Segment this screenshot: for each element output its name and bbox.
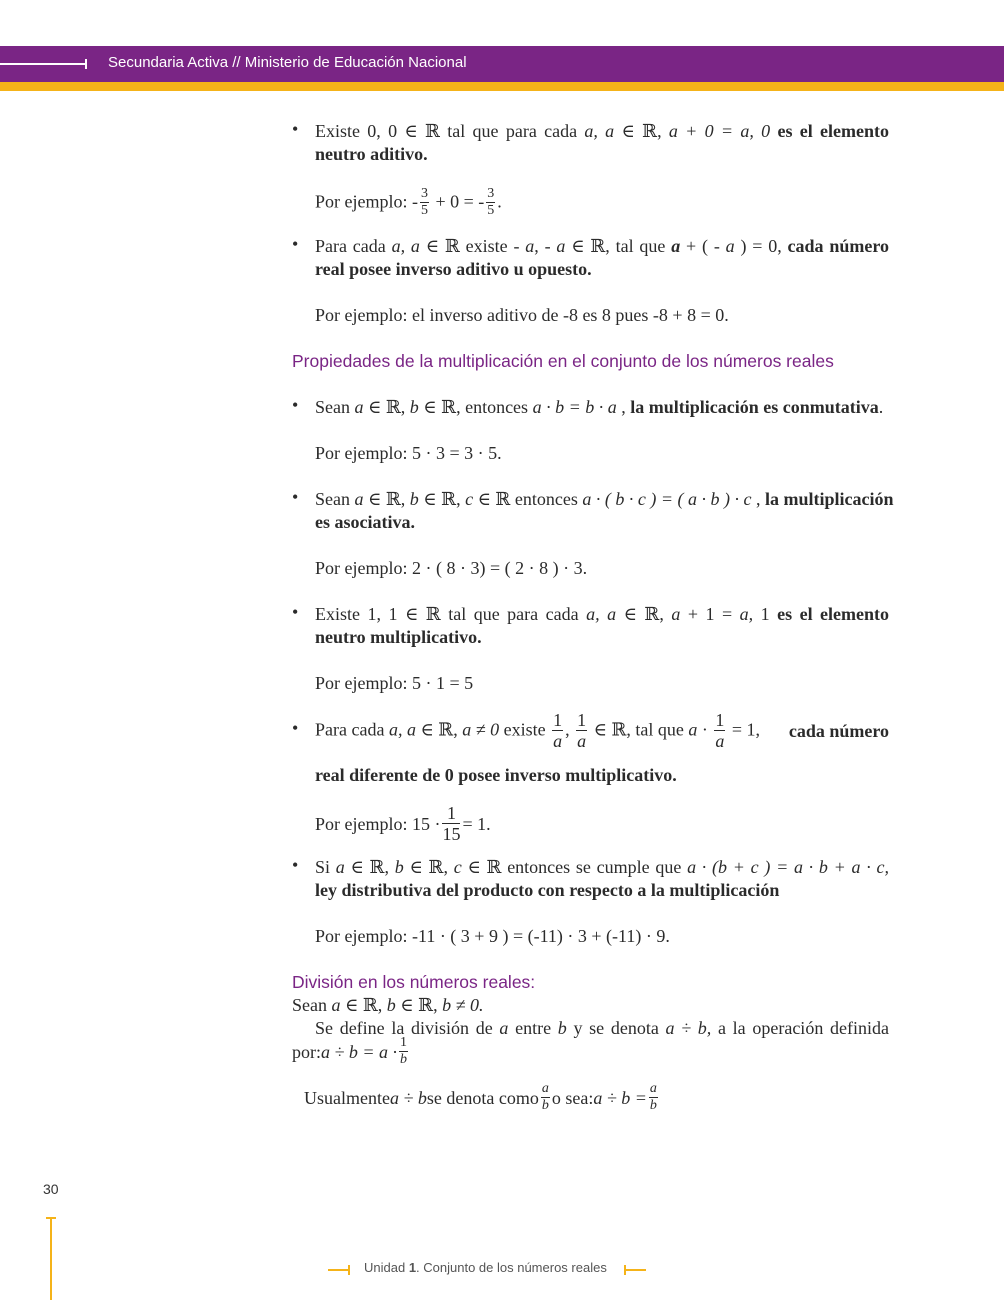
footer-tick-left xyxy=(348,1265,350,1275)
footer-rule-left xyxy=(328,1269,350,1271)
neutro-mult-line1: Existe 1, 1 ∈ ℝ tal que para cada a, a ∈ ℝ, a + 1 = a, 1 es el elemento xyxy=(315,604,890,624)
bullet-icon: • xyxy=(292,718,299,738)
footer-unit-title: Unidad 1. Conjunto de los números reales xyxy=(364,1260,607,1275)
bullet-icon: • xyxy=(292,119,299,139)
distributiva-example: Por ejemplo: -11 · ( 3 + 9 ) = (-11) · 3 + (-11) · 9. xyxy=(315,926,670,946)
bullet-icon: • xyxy=(292,602,299,622)
header-band xyxy=(0,46,1004,82)
neutro-mult-example: Por ejemplo: 5 · 1 = 5 xyxy=(315,673,474,693)
bullet-icon: • xyxy=(292,395,299,415)
neutro-mult-line2: neutro multiplicativo. xyxy=(315,627,482,647)
division-line3: por: a ÷ b = a · $\frac{1}{b}$ xyxy=(292,1035,408,1067)
heading-multiplicacion: Propiedades de la multiplicación en el conjunto de los números reales xyxy=(292,351,834,371)
footer-rule-right xyxy=(624,1269,646,1271)
conmutativa-line: Sean a ∈ ℝ, b ∈ ℝ, entonces a · b = b · a , la multiplicación es conmutativa. xyxy=(315,397,884,417)
neutro-aditivo-line1: Existe 0, 0 ∈ ℝ tal que para cada a, a ∈ ℝ, a + 0 = a, 0 es el elemento xyxy=(315,121,890,141)
inverso-mult-line2: real diferente de 0 posee inverso multiplicativo. xyxy=(315,765,677,785)
neutro-aditivo-example: Por ejemplo: - $\frac{3}{5}$ + 0 = - $\frac{3}{5}$ . xyxy=(315,186,502,218)
conmutativa-example: Por ejemplo: 5 · 3 = 3 · 5. xyxy=(315,443,502,463)
distributiva-line2: ley distributiva del producto con respecto a la multiplicación xyxy=(315,880,780,900)
inverso-mult-example: Por ejemplo: 15 · $\frac{1}{15}$ = 1. xyxy=(315,803,491,844)
inverso-aditivo-line1: Para cada a, a ∈ ℝ existe - a, - a ∈ ℝ, tal que a + ( - a ) = 0, cada número xyxy=(315,236,890,256)
header-rule-tick xyxy=(85,59,87,69)
bullet-icon: • xyxy=(292,234,299,254)
page-number: 30 xyxy=(43,1181,59,1197)
bullet-icon: • xyxy=(292,855,299,875)
division-line2: Se define la división de a entre b y se denota a ÷ b, a la operación definida xyxy=(315,1018,889,1038)
division-line1: Sean a ∈ ℝ, b ∈ ℝ, b ≠ 0. xyxy=(292,995,484,1015)
heading-division: División en los números reales: xyxy=(292,972,536,992)
asociativa-example: Por ejemplo: 2 · ( 8 · 3) = ( 2 · 8 ) · 3. xyxy=(315,558,588,578)
distributiva-line1: Si a ∈ ℝ, b ∈ ℝ, c ∈ ℝ entonces se cumple que a · (b + c ) = a · b + a · c, xyxy=(315,857,889,877)
inverso-aditivo-line2: real posee inverso aditivo u opuesto. xyxy=(315,259,592,279)
header-title: Secundaria Activa // Ministerio de Educación Nacional xyxy=(108,54,467,71)
margin-rule xyxy=(50,1217,52,1300)
header-accent-stripe xyxy=(0,82,1004,91)
header-rule xyxy=(0,63,86,65)
bullet-icon: • xyxy=(292,487,299,507)
asociativa-line2: es asociativa. xyxy=(315,512,415,532)
asociativa-line1: Sean a ∈ ℝ, b ∈ ℝ, c ∈ ℝ entonces a · ( b · c ) = ( a · b ) · c , la multiplicación xyxy=(315,489,894,509)
inverso-aditivo-example: Por ejemplo: el inverso aditivo de -8 es 8 pues -8 + 8 = 0. xyxy=(315,305,729,325)
inverso-mult-line1: Para cada a, a ∈ ℝ, a ≠ 0 existe $\frac{1}{a}$ , $\frac{1}{a}$ ∈ ℝ, tal que a · $\frac{1}{a}$ = 1, cada número xyxy=(315,710,889,751)
neutro-aditivo-line2: neutro aditivo. xyxy=(315,144,428,164)
division-line4: Usualmente a ÷ b se denota como $\frac{a}{b}$ o sea: a ÷ b = $\frac{a}{b}$ xyxy=(304,1081,657,1113)
footer xyxy=(328,1260,658,1280)
